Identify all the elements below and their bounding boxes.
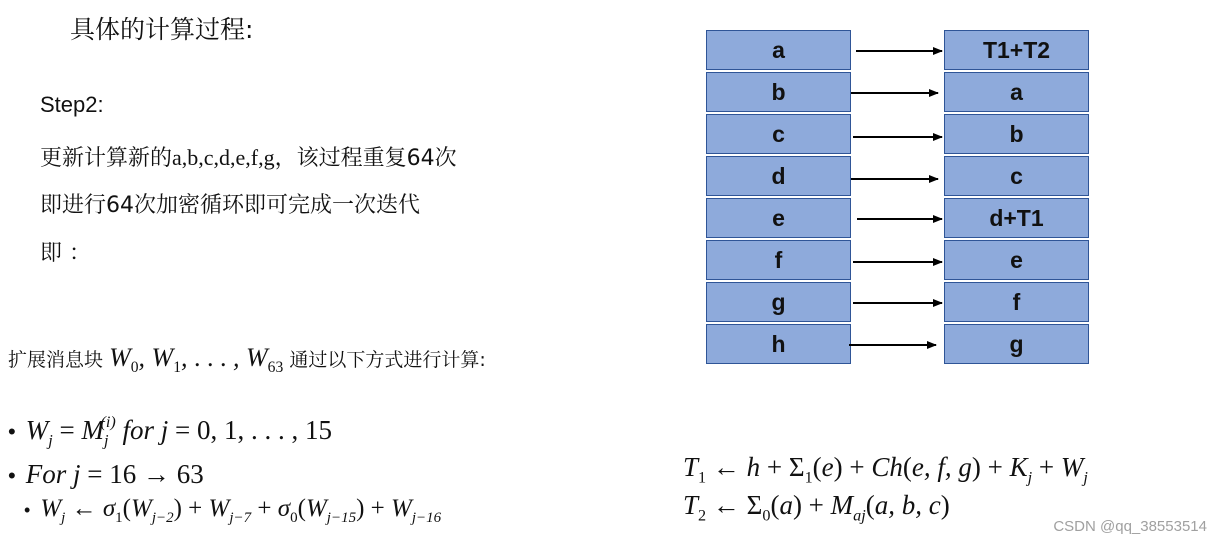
left-cell: h	[706, 324, 851, 364]
right-cell: c	[944, 156, 1089, 196]
line1-suffix: ，该过程重复64次	[274, 146, 457, 171]
left-cell: c	[706, 114, 851, 154]
t2-formula: $T_2$ ← $\Sigma_0(a) + M_{aj}(a$, b, c)	[683, 490, 950, 525]
left-cell: b	[706, 72, 851, 112]
line1-variables: a,b,c,d,e,f,g	[172, 145, 275, 170]
t1-formula: $T_1$ ← $h + \Sigma_1(e) + Ch(e$, f, $g) + K_j + W_j$	[683, 452, 1088, 487]
right-cell: a	[944, 72, 1089, 112]
description-line-3: 即 ：	[40, 241, 91, 266]
left-cell: a	[706, 30, 851, 70]
formula-bullet-3: • $W_j$ ← $\sigma_1(W_{j-2}) + W_{j-7} + \sigma_0(W_{j-15}) + W_{j-16}$	[24, 495, 442, 526]
right-cell: b	[944, 114, 1089, 154]
right-cell: g	[944, 324, 1089, 364]
right-cell: e	[944, 240, 1089, 280]
left-cell: d	[706, 156, 851, 196]
expand-prefix: 扩展消息块	[8, 349, 104, 371]
left-cell: f	[706, 240, 851, 280]
formula-bullet-1: • $W_j = M_j^{(i)}$ for j = 0, 1, . . . , 15	[8, 413, 332, 450]
line1-prefix: 更新计算新的	[40, 146, 173, 171]
right-cell: d+T1	[944, 198, 1089, 238]
section-heading: 具体的计算过程:	[70, 15, 254, 44]
right-cell: f	[944, 282, 1089, 322]
description-line-2: 即进行64次加密循环即可完成一次迭代	[40, 193, 420, 218]
csdn-watermark: CSDN @qq_38553514	[1053, 518, 1207, 535]
left-cell: e	[706, 198, 851, 238]
expand-suffix: 通过以下方式进行计算:	[289, 349, 486, 371]
step-label: Step2:	[40, 92, 104, 117]
left-cell: g	[706, 282, 851, 322]
expand-formula: $W_0$, $W_1$, . . . , $W_{63}$	[109, 343, 284, 377]
formula-bullet-2: • For j = 16 → 63	[8, 459, 204, 489]
right-cell: T1+T2	[944, 30, 1089, 70]
